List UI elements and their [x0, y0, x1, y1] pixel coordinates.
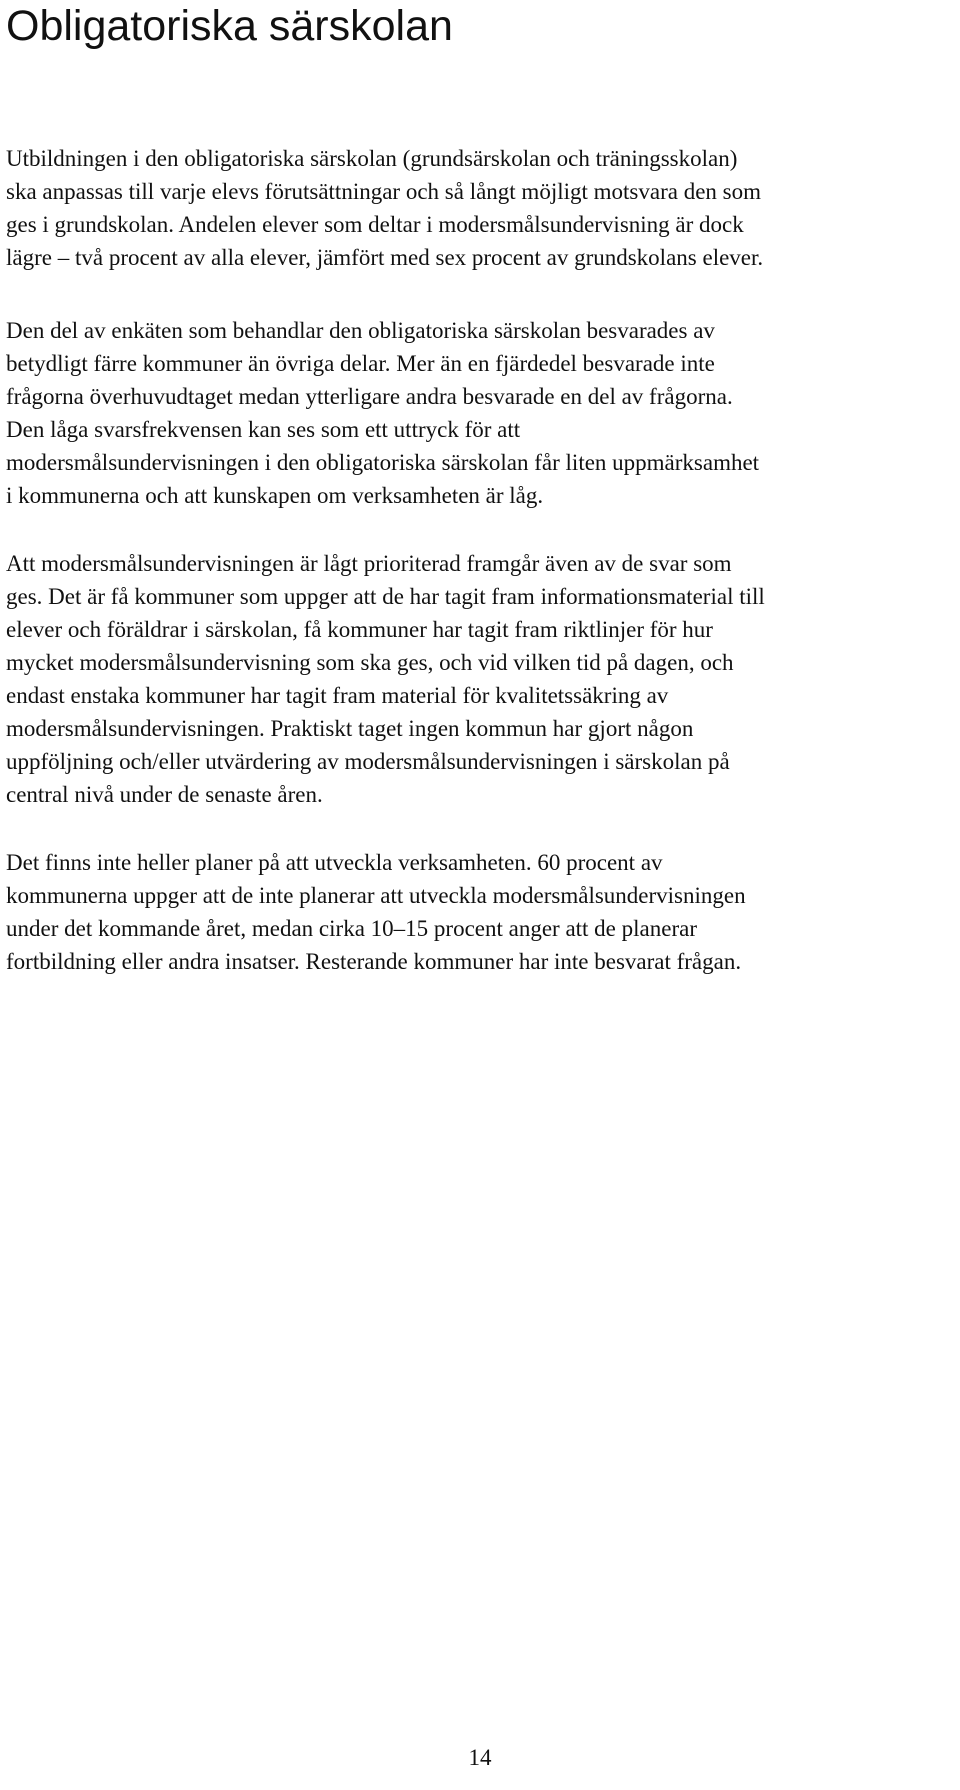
paragraph-line: central nivå under de senaste åren. — [6, 782, 323, 807]
paragraph-2 — [6, 314, 956, 512]
paragraph-line: Den del av enkäten som behandlar den obligatoriska särskolan besvarades av — [6, 318, 715, 343]
paragraph-line: Utbildningen i den obligatoriska särskolan (grundsärskolan och träningsskolan) — [6, 146, 738, 171]
paragraph-line: ska anpassas till varje elevs förutsättningar och så långt möjligt motsvara den som — [6, 179, 761, 204]
paragraph-line: kommunerna uppger att de inte planerar att utveckla modersmålsundervisningen — [6, 883, 746, 908]
paragraph-line: mycket modersmålsundervisning som ska ges, och vid vilken tid på dagen, och — [6, 650, 734, 675]
paragraph-line: frågorna överhuvudtaget medan ytterligare andra besvarade en del av frågorna. — [6, 384, 733, 409]
page-number: 14 — [468, 1745, 492, 1770]
paragraph-line: under det kommande året, medan cirka 10–15 procent anger att de planerar — [6, 916, 697, 941]
paragraph-line: lägre – två procent av alla elever, jämfört med sex procent av grundskolans elever. — [6, 245, 764, 270]
paragraph-line: uppföljning och/eller utvärdering av modersmålsundervisningen i särskolan på — [6, 749, 730, 774]
paragraph-line: endast enstaka kommuner har tagit fram material för kvalitetssäkring av — [6, 683, 669, 708]
paragraph-line: modersmålsundervisningen. Praktiskt taget ingen kommun har gjort någon — [6, 716, 694, 741]
paragraph-3 — [6, 547, 956, 811]
paragraph-line: Det finns inte heller planer på att utveckla verksamheten. 60 procent av — [6, 850, 663, 875]
paragraph-1 — [6, 142, 956, 274]
paragraph-line: modersmålsundervisningen i den obligatoriska särskolan får liten uppmärksamhet — [6, 450, 760, 475]
paragraph-line: fortbildning eller andra insatser. Resterande kommuner har inte besvarat frågan. — [6, 949, 742, 974]
paragraph-line: i kommunerna och att kunskapen om verksamheten är låg. — [6, 483, 544, 508]
paragraph-line: elever och föräldrar i särskolan, få kommuner har tagit fram riktlinjer för hur — [6, 617, 713, 642]
paragraph-line: Den låga svarsfrekvensen kan ses som ett uttryck för att — [6, 417, 521, 442]
paragraph-4 — [6, 846, 956, 978]
paragraph-line: Att modersmålsundervisningen är lågt prioriterad framgår även av de svar som — [6, 551, 732, 576]
paragraph-line: betydligt färre kommuner än övriga delar. Mer än en fjärdedel besvarade inte — [6, 351, 715, 376]
page-title: Obligatoriska särskolan — [6, 2, 453, 50]
paragraph-line: ges i grundskolan. Andelen elever som deltar i modersmålsundervisning är dock — [6, 212, 744, 237]
paragraph-line: ges. Det är få kommuner som uppger att de har tagit fram informationsmaterial till — [6, 584, 765, 609]
